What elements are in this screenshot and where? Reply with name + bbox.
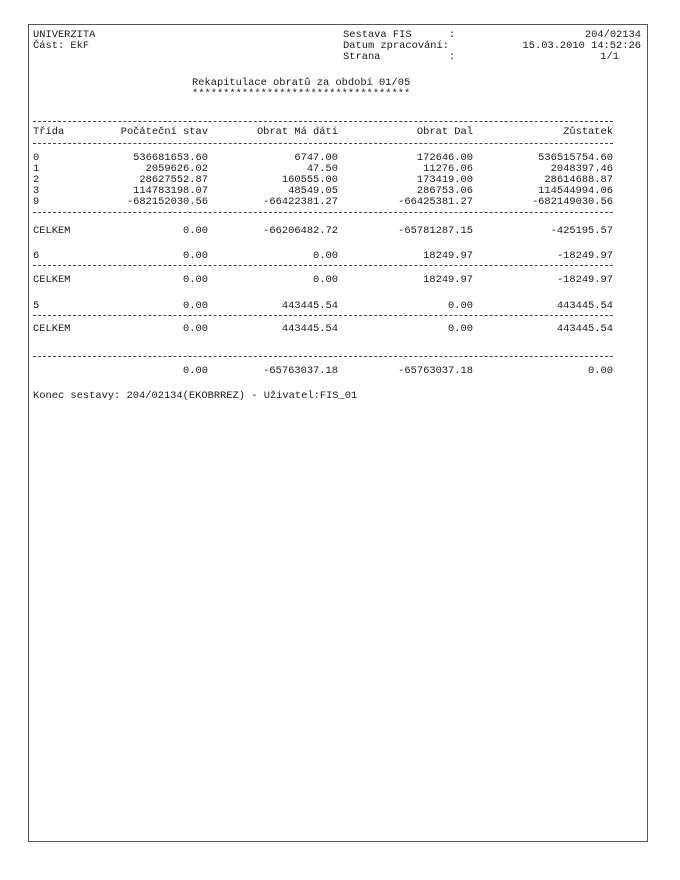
total-label: CELKEM bbox=[33, 323, 71, 335]
cell-balance: -682149030.56 bbox=[531, 196, 613, 208]
cell-opening: 2059626.02 bbox=[145, 163, 208, 175]
cell-class: 1 bbox=[33, 163, 40, 175]
divider bbox=[33, 212, 613, 213]
cell-debit: 160555.00 bbox=[281, 174, 338, 186]
cell-debit: -66422381.27 bbox=[263, 196, 338, 208]
total-row bbox=[33, 324, 613, 335]
cell-balance: 114544994.06 bbox=[538, 185, 613, 197]
col-opening: Počáteční stav bbox=[120, 126, 208, 138]
cell-debit: 48549.05 bbox=[288, 185, 338, 197]
total-row bbox=[33, 275, 613, 286]
total-label: CELKEM bbox=[33, 274, 71, 286]
cell-class: 9 bbox=[33, 196, 40, 208]
cell-balance: 536515754.60 bbox=[538, 152, 613, 164]
cell-balance: -18249.97 bbox=[556, 274, 613, 286]
cell-opening: 28627552.87 bbox=[139, 174, 208, 186]
cell-balance: 443445.54 bbox=[556, 300, 613, 312]
col-credit: Obrat Dal bbox=[416, 126, 473, 138]
col-class: Třída bbox=[33, 126, 65, 138]
table-row bbox=[33, 301, 613, 312]
report-page bbox=[28, 24, 648, 842]
cell-balance: 2048397.46 bbox=[550, 163, 613, 175]
cell-balance: 0.00 bbox=[588, 365, 613, 377]
cell-class: 5 bbox=[33, 300, 40, 312]
table-row bbox=[33, 197, 613, 208]
divider bbox=[33, 356, 613, 357]
cell-debit: 0.00 bbox=[313, 250, 338, 262]
cell-debit: -65763037.18 bbox=[263, 365, 338, 377]
cell-debit: 443445.54 bbox=[281, 300, 338, 312]
cell-opening: 536681653.60 bbox=[133, 152, 208, 164]
cell-opening: -682152030.56 bbox=[126, 196, 208, 208]
cell-opening: 0.00 bbox=[183, 225, 208, 237]
column-header-row bbox=[33, 127, 613, 138]
cell-credit: 0.00 bbox=[448, 323, 473, 335]
date-label: Datum zpracování: bbox=[343, 40, 450, 52]
table-row bbox=[33, 251, 613, 262]
date-value: 15.03.2010 14:52:26 bbox=[522, 40, 641, 52]
cell-credit: -65781287.15 bbox=[398, 225, 473, 237]
cell-opening: 0.00 bbox=[183, 323, 208, 335]
cell-credit: 18249.97 bbox=[423, 250, 473, 262]
grand-total-row bbox=[33, 366, 613, 377]
cell-credit: 18249.97 bbox=[423, 274, 473, 286]
cell-debit: 443445.54 bbox=[281, 323, 338, 335]
cell-class: 6 bbox=[33, 250, 40, 262]
report-footer: Konec sestavy: 204/02134(EKOBRREZ) - Uživatel:FIS_01 bbox=[33, 390, 358, 402]
cell-opening: 0.00 bbox=[183, 250, 208, 262]
cell-class: 2 bbox=[33, 174, 40, 186]
col-balance: Zůstatek bbox=[563, 126, 613, 138]
cell-opening: 0.00 bbox=[183, 365, 208, 377]
cell-credit: 286753.06 bbox=[416, 185, 473, 197]
cell-debit: 0.00 bbox=[313, 274, 338, 286]
cell-opening: 0.00 bbox=[183, 274, 208, 286]
total-label: CELKEM bbox=[33, 225, 71, 237]
cell-credit: -66425381.27 bbox=[398, 196, 473, 208]
org-part: Část: EkF bbox=[33, 40, 90, 52]
cell-balance: -425195.57 bbox=[550, 225, 613, 237]
cell-debit: -66206482.72 bbox=[263, 225, 338, 237]
org-name: UNIVERZITA bbox=[33, 29, 96, 41]
divider bbox=[33, 315, 613, 316]
report-label: Sestava FIS : bbox=[343, 29, 456, 41]
cell-balance: 443445.54 bbox=[556, 323, 613, 335]
cell-opening: 114783198.07 bbox=[133, 185, 208, 197]
cell-credit: 11276.06 bbox=[423, 163, 473, 175]
cell-balance: 28614688.87 bbox=[544, 174, 613, 186]
report-value: 204/02134 bbox=[584, 29, 641, 41]
cell-opening: 0.00 bbox=[183, 300, 208, 312]
col-debit: Obrat Má dáti bbox=[256, 126, 338, 138]
cell-credit: 172646.00 bbox=[416, 152, 473, 164]
total-row bbox=[33, 226, 613, 237]
divider bbox=[33, 121, 613, 122]
title-underline: *********************************** bbox=[192, 88, 411, 100]
report-title: Rekapitulace obratů za období 01/05 bbox=[192, 77, 411, 89]
page-value: 1/1 bbox=[600, 51, 619, 63]
cell-credit: 0.00 bbox=[448, 300, 473, 312]
cell-debit: 47.50 bbox=[306, 163, 338, 175]
cell-credit: 173419.00 bbox=[416, 174, 473, 186]
cell-balance: -18249.97 bbox=[556, 250, 613, 262]
cell-credit: -65763037.18 bbox=[398, 365, 473, 377]
cell-debit: 6747.00 bbox=[294, 152, 338, 164]
divider bbox=[33, 265, 613, 266]
cell-class: 3 bbox=[33, 185, 40, 197]
divider bbox=[33, 143, 613, 144]
cell-class: 0 bbox=[33, 152, 40, 164]
page-label: Strana : bbox=[343, 51, 456, 63]
